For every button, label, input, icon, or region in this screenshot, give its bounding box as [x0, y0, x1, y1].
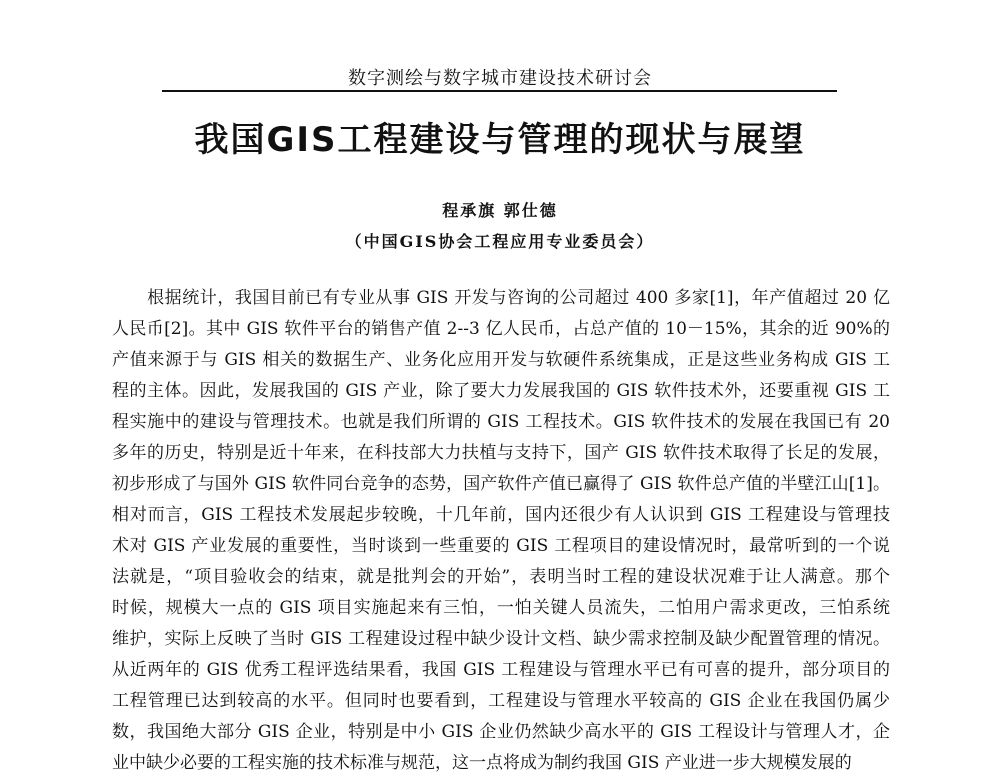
body-line: 人民币[2]。其中 GIS 软件平台的销售产值 2--3 亿人民币，占总产值的 10－15%，其余的近 90%的	[112, 319, 890, 339]
body-line: 时候，规模大一点的 GIS 项目实施起来有三怕，一怕关键人员流失，二怕用户需求更改，三怕系统	[112, 598, 890, 618]
body-paragraph	[112, 283, 890, 779]
body-line: 根据统计，我国目前已有专业从事 GIS 开发与咨询的公司超过 400 多家[1]，年产值超过 20 亿	[112, 288, 890, 308]
body-line: 业中缺少必要的工程实施的技术标准与规范，这一点将成为制约我国 GIS 产业进一步大规模发展的	[112, 753, 852, 773]
body-line: 程的主体。因此，发展我国的 GIS 产业，除了要大力发展我国的 GIS 软件技术外，还要重视 GIS 工	[112, 381, 890, 401]
paper-affiliation: （中国GIS协会工程应用专业委员会）	[345, 232, 655, 251]
body-line: 维护，实际上反映了当时 GIS 工程建设过程中缺少设计文档、缺少需求控制及缺少配置管理的情况。	[112, 629, 890, 649]
body-line: 多年的历史，特别是近十年来，在科技部大力扶植与支持下，国产 GIS 软件技术取得了长足的发展，	[112, 443, 890, 463]
body-line: 法就是，“项目验收会的结束，就是批判会的开始”，表明当时工程的建设状况难于让人满意。那个	[112, 567, 890, 587]
body-line: 数，我国绝大部分 GIS 企业，特别是中小 GIS 企业仍然缺少高水平的 GIS 工程设计与管理人才，企	[112, 722, 890, 742]
body-line: 工程管理已达到较高的水平。但同时也要看到，工程建设与管理水平较高的 GIS 企业在我国仍属少	[112, 691, 890, 711]
body-line: 产值来源于与 GIS 相关的数据生产、业务化应用开发与软硬件系统集成，正是这些业务构成 GIS 工	[112, 350, 890, 370]
paper-title: 我国GIS工程建设与管理的现状与展望	[194, 120, 806, 160]
body-line: 术对 GIS 产业发展的重要性，当时谈到一些重要的 GIS 工程项目的建设情况时，最常听到的一个说	[112, 536, 890, 556]
header-rule	[162, 90, 837, 92]
paper-authors: 程承旗 郭仕德	[442, 201, 558, 220]
body-line: 从近两年的 GIS 优秀工程评选结果看，我国 GIS 工程建设与管理水平已有可喜的提升，部分项目的	[112, 660, 890, 680]
body-line: 相对而言，GIS 工程技术发展起步较晚，十几年前，国内还很少有人认识到 GIS 工程建设与管理技	[112, 505, 890, 525]
conference-header: 数字测绘与数字城市建设技术研讨会	[348, 68, 652, 89]
body-line: 程实施中的建设与管理技术。也就是我们所谓的 GIS 工程技术。GIS 软件技术的发展在我国已有 20	[112, 412, 890, 432]
body-line: 初步形成了与国外 GIS 软件同台竞争的态势，国产软件产值已赢得了 GIS 软件总产值的半壁江山[1]。	[112, 474, 890, 494]
